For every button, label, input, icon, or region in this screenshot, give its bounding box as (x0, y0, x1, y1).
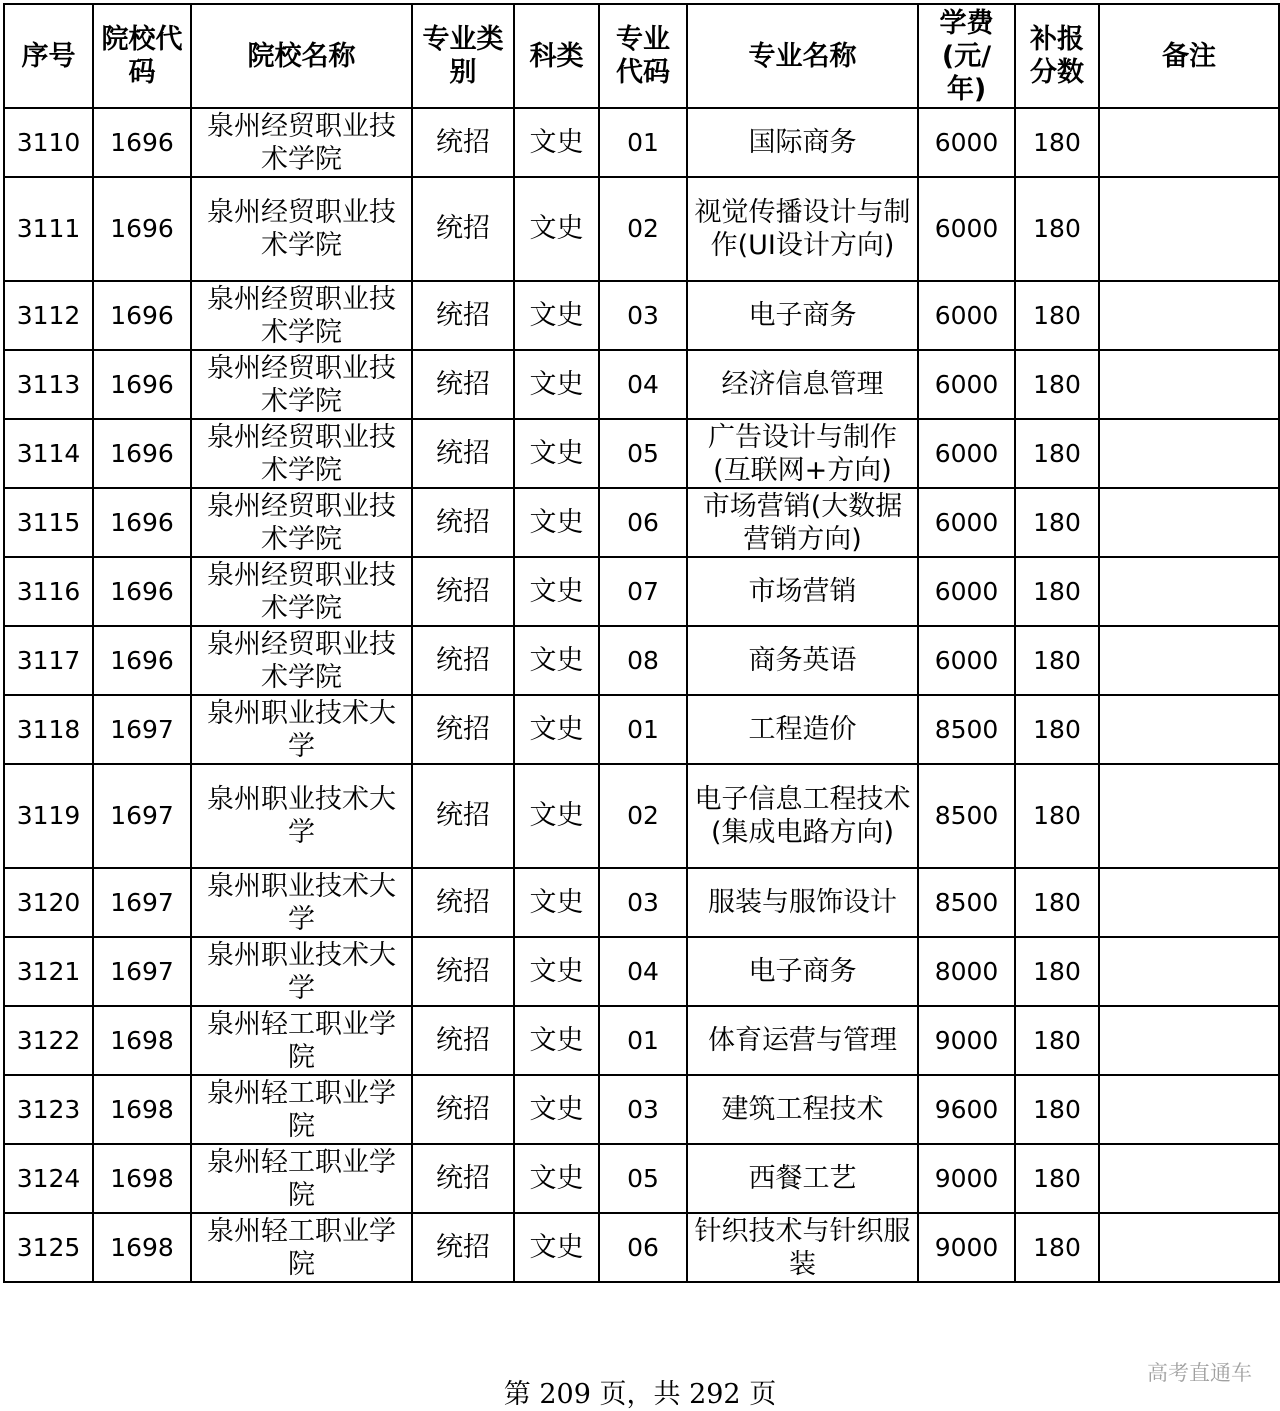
header-subject: 科类 (514, 4, 599, 108)
table-row (4, 1213, 1279, 1282)
table-row (4, 695, 1279, 764)
cell-category: 统招 (412, 177, 514, 281)
cell-school-name: 泉州职业技术大学 (191, 868, 412, 937)
cell-score: 180 (1015, 281, 1099, 350)
table-row (4, 868, 1279, 937)
cell-major-code: 06 (599, 488, 687, 557)
page-number: 第 209 页，共 292 页 (503, 1379, 777, 1410)
cell-school-code: 1696 (93, 626, 191, 695)
table-row (4, 1006, 1279, 1075)
header-category: 专业类别 (412, 4, 514, 108)
cell-major-name: 西餐工艺 (687, 1144, 918, 1213)
cell-score: 180 (1015, 557, 1099, 626)
cell-major-name: 电子商务 (687, 937, 918, 1006)
cell-major-name: 服装与服饰设计 (687, 868, 918, 937)
cell-major-name: 经济信息管理 (687, 350, 918, 419)
cell-tuition: 8000 (918, 937, 1015, 1006)
cell-subject: 文史 (514, 868, 599, 937)
cell-major-code: 03 (599, 1075, 687, 1144)
cell-note (1099, 868, 1279, 937)
cell-subject: 文史 (514, 108, 599, 177)
cell-school-code: 1698 (93, 1075, 191, 1144)
table-row (4, 1144, 1279, 1213)
cell-seq: 3119 (4, 764, 93, 868)
cell-school-code: 1697 (93, 937, 191, 1006)
cell-seq: 3111 (4, 177, 93, 281)
table-row (4, 937, 1279, 1006)
cell-major-name: 广告设计与制作(互联网+方向) (687, 419, 918, 488)
cell-major-code: 07 (599, 557, 687, 626)
cell-category: 统招 (412, 1144, 514, 1213)
cell-subject: 文史 (514, 764, 599, 868)
cell-seq: 3125 (4, 1213, 93, 1282)
cell-category: 统招 (412, 1213, 514, 1282)
cell-note (1099, 937, 1279, 1006)
cell-category: 统招 (412, 764, 514, 868)
cell-subject: 文史 (514, 937, 599, 1006)
cell-tuition: 9000 (918, 1144, 1015, 1213)
cell-school-code: 1696 (93, 419, 191, 488)
cell-major-code: 02 (599, 764, 687, 868)
cell-major-code: 04 (599, 937, 687, 1006)
header-major-code: 专业代码 (599, 4, 687, 108)
cell-score: 180 (1015, 419, 1099, 488)
cell-note (1099, 695, 1279, 764)
cell-school-name: 泉州轻工职业学院 (191, 1213, 412, 1282)
cell-major-code: 01 (599, 1006, 687, 1075)
cell-score: 180 (1015, 695, 1099, 764)
cell-subject: 文史 (514, 626, 599, 695)
cell-score: 180 (1015, 937, 1099, 1006)
cell-category: 统招 (412, 937, 514, 1006)
cell-school-name: 泉州经贸职业技术学院 (191, 557, 412, 626)
cell-seq: 3110 (4, 108, 93, 177)
cell-major-code: 06 (599, 1213, 687, 1282)
cell-school-name: 泉州职业技术大学 (191, 695, 412, 764)
cell-score: 180 (1015, 108, 1099, 177)
cell-score: 180 (1015, 764, 1099, 868)
cell-major-name: 电子信息工程技术(集成电路方向) (687, 764, 918, 868)
cell-major-code: 01 (599, 108, 687, 177)
table-row (4, 281, 1279, 350)
cell-major-name: 体育运营与管理 (687, 1006, 918, 1075)
table-row (4, 557, 1279, 626)
cell-tuition: 8500 (918, 695, 1015, 764)
cell-seq: 3114 (4, 419, 93, 488)
cell-major-code: 08 (599, 626, 687, 695)
cell-school-name: 泉州轻工职业学院 (191, 1006, 412, 1075)
cell-note (1099, 1213, 1279, 1282)
cell-seq: 3116 (4, 557, 93, 626)
cell-seq: 3117 (4, 626, 93, 695)
cell-tuition: 8500 (918, 764, 1015, 868)
table-row (4, 350, 1279, 419)
cell-category: 统招 (412, 695, 514, 764)
cell-major-code: 03 (599, 868, 687, 937)
cell-major-code: 01 (599, 695, 687, 764)
cell-major-name: 工程造价 (687, 695, 918, 764)
cell-tuition: 9600 (918, 1075, 1015, 1144)
cell-category: 统招 (412, 1006, 514, 1075)
cell-major-name: 国际商务 (687, 108, 918, 177)
cell-category: 统招 (412, 626, 514, 695)
header-score: 补报分数 (1015, 4, 1099, 108)
cell-score: 180 (1015, 488, 1099, 557)
table-row (4, 764, 1279, 868)
cell-note (1099, 177, 1279, 281)
cell-category: 统招 (412, 350, 514, 419)
cell-subject: 文史 (514, 177, 599, 281)
cell-major-code: 05 (599, 419, 687, 488)
cell-note (1099, 764, 1279, 868)
admission-table (3, 3, 1280, 1283)
cell-score: 180 (1015, 1144, 1099, 1213)
cell-school-name: 泉州职业技术大学 (191, 764, 412, 868)
cell-score: 180 (1015, 1075, 1099, 1144)
table-row (4, 626, 1279, 695)
cell-score: 180 (1015, 177, 1099, 281)
cell-score: 180 (1015, 868, 1099, 937)
header-tuition: 学费(元/年) (918, 4, 1015, 108)
cell-note (1099, 281, 1279, 350)
cell-category: 统招 (412, 1075, 514, 1144)
table-row (4, 108, 1279, 177)
watermark: 高考直通车 (1147, 1361, 1252, 1385)
cell-tuition: 6000 (918, 419, 1015, 488)
cell-school-code: 1696 (93, 488, 191, 557)
cell-tuition: 8500 (918, 868, 1015, 937)
table-row (4, 1075, 1279, 1144)
cell-seq: 3118 (4, 695, 93, 764)
cell-note (1099, 1006, 1279, 1075)
cell-school-code: 1696 (93, 350, 191, 419)
cell-seq: 3113 (4, 350, 93, 419)
header-school-name: 院校名称 (191, 4, 412, 108)
cell-category: 统招 (412, 419, 514, 488)
cell-note (1099, 350, 1279, 419)
cell-tuition: 6000 (918, 557, 1015, 626)
cell-major-name: 市场营销(大数据营销方向) (687, 488, 918, 557)
header-note: 备注 (1099, 4, 1279, 108)
cell-subject: 文史 (514, 1075, 599, 1144)
cell-school-name: 泉州轻工职业学院 (191, 1075, 412, 1144)
cell-note (1099, 626, 1279, 695)
cell-school-code: 1696 (93, 108, 191, 177)
cell-subject: 文史 (514, 488, 599, 557)
cell-category: 统招 (412, 108, 514, 177)
cell-major-code: 02 (599, 177, 687, 281)
cell-subject: 文史 (514, 419, 599, 488)
cell-subject: 文史 (514, 281, 599, 350)
cell-major-code: 04 (599, 350, 687, 419)
cell-tuition: 6000 (918, 281, 1015, 350)
cell-note (1099, 557, 1279, 626)
cell-major-name: 视觉传播设计与制作(UI设计方向) (687, 177, 918, 281)
cell-school-name: 泉州经贸职业技术学院 (191, 177, 412, 281)
cell-seq: 3121 (4, 937, 93, 1006)
cell-school-code: 1696 (93, 177, 191, 281)
cell-school-name: 泉州轻工职业学院 (191, 1144, 412, 1213)
cell-seq: 3123 (4, 1075, 93, 1144)
cell-subject: 文史 (514, 557, 599, 626)
header-major-name: 专业名称 (687, 4, 918, 108)
cell-note (1099, 1144, 1279, 1213)
cell-school-code: 1698 (93, 1006, 191, 1075)
cell-tuition: 6000 (918, 488, 1015, 557)
table-body (4, 108, 1279, 1282)
cell-score: 180 (1015, 350, 1099, 419)
table-row (4, 488, 1279, 557)
cell-subject: 文史 (514, 1213, 599, 1282)
cell-note (1099, 419, 1279, 488)
cell-category: 统招 (412, 488, 514, 557)
cell-school-name: 泉州经贸职业技术学院 (191, 281, 412, 350)
cell-school-name: 泉州经贸职业技术学院 (191, 419, 412, 488)
cell-major-name: 电子商务 (687, 281, 918, 350)
table-header-row (4, 4, 1279, 108)
cell-score: 180 (1015, 1213, 1099, 1282)
cell-score: 180 (1015, 1006, 1099, 1075)
cell-seq: 3120 (4, 868, 93, 937)
cell-subject: 文史 (514, 1006, 599, 1075)
cell-tuition: 9000 (918, 1006, 1015, 1075)
cell-subject: 文史 (514, 695, 599, 764)
cell-major-name: 建筑工程技术 (687, 1075, 918, 1144)
cell-seq: 3115 (4, 488, 93, 557)
header-seq: 序号 (4, 4, 93, 108)
cell-seq: 3122 (4, 1006, 93, 1075)
cell-major-name: 针织技术与针织服装 (687, 1213, 918, 1282)
cell-tuition: 6000 (918, 350, 1015, 419)
cell-school-code: 1698 (93, 1213, 191, 1282)
cell-school-name: 泉州经贸职业技术学院 (191, 108, 412, 177)
cell-category: 统招 (412, 557, 514, 626)
cell-major-code: 03 (599, 281, 687, 350)
cell-tuition: 6000 (918, 626, 1015, 695)
cell-tuition: 6000 (918, 177, 1015, 281)
cell-major-name: 市场营销 (687, 557, 918, 626)
cell-major-name: 商务英语 (687, 626, 918, 695)
cell-school-code: 1697 (93, 868, 191, 937)
cell-subject: 文史 (514, 1144, 599, 1213)
cell-school-name: 泉州经贸职业技术学院 (191, 488, 412, 557)
cell-school-name: 泉州经贸职业技术学院 (191, 350, 412, 419)
cell-school-name: 泉州职业技术大学 (191, 937, 412, 1006)
cell-school-name: 泉州经贸职业技术学院 (191, 626, 412, 695)
cell-score: 180 (1015, 626, 1099, 695)
table-row (4, 177, 1279, 281)
header-school-code: 院校代码 (93, 4, 191, 108)
cell-category: 统招 (412, 281, 514, 350)
cell-major-code: 05 (599, 1144, 687, 1213)
cell-subject: 文史 (514, 350, 599, 419)
cell-tuition: 9000 (918, 1213, 1015, 1282)
cell-note (1099, 108, 1279, 177)
cell-school-code: 1696 (93, 281, 191, 350)
cell-tuition: 6000 (918, 108, 1015, 177)
cell-school-code: 1696 (93, 557, 191, 626)
cell-note (1099, 488, 1279, 557)
table-row (4, 419, 1279, 488)
cell-seq: 3124 (4, 1144, 93, 1213)
cell-school-code: 1697 (93, 695, 191, 764)
cell-school-code: 1698 (93, 1144, 191, 1213)
cell-seq: 3112 (4, 281, 93, 350)
cell-category: 统招 (412, 868, 514, 937)
cell-note (1099, 1075, 1279, 1144)
cell-school-code: 1697 (93, 764, 191, 868)
